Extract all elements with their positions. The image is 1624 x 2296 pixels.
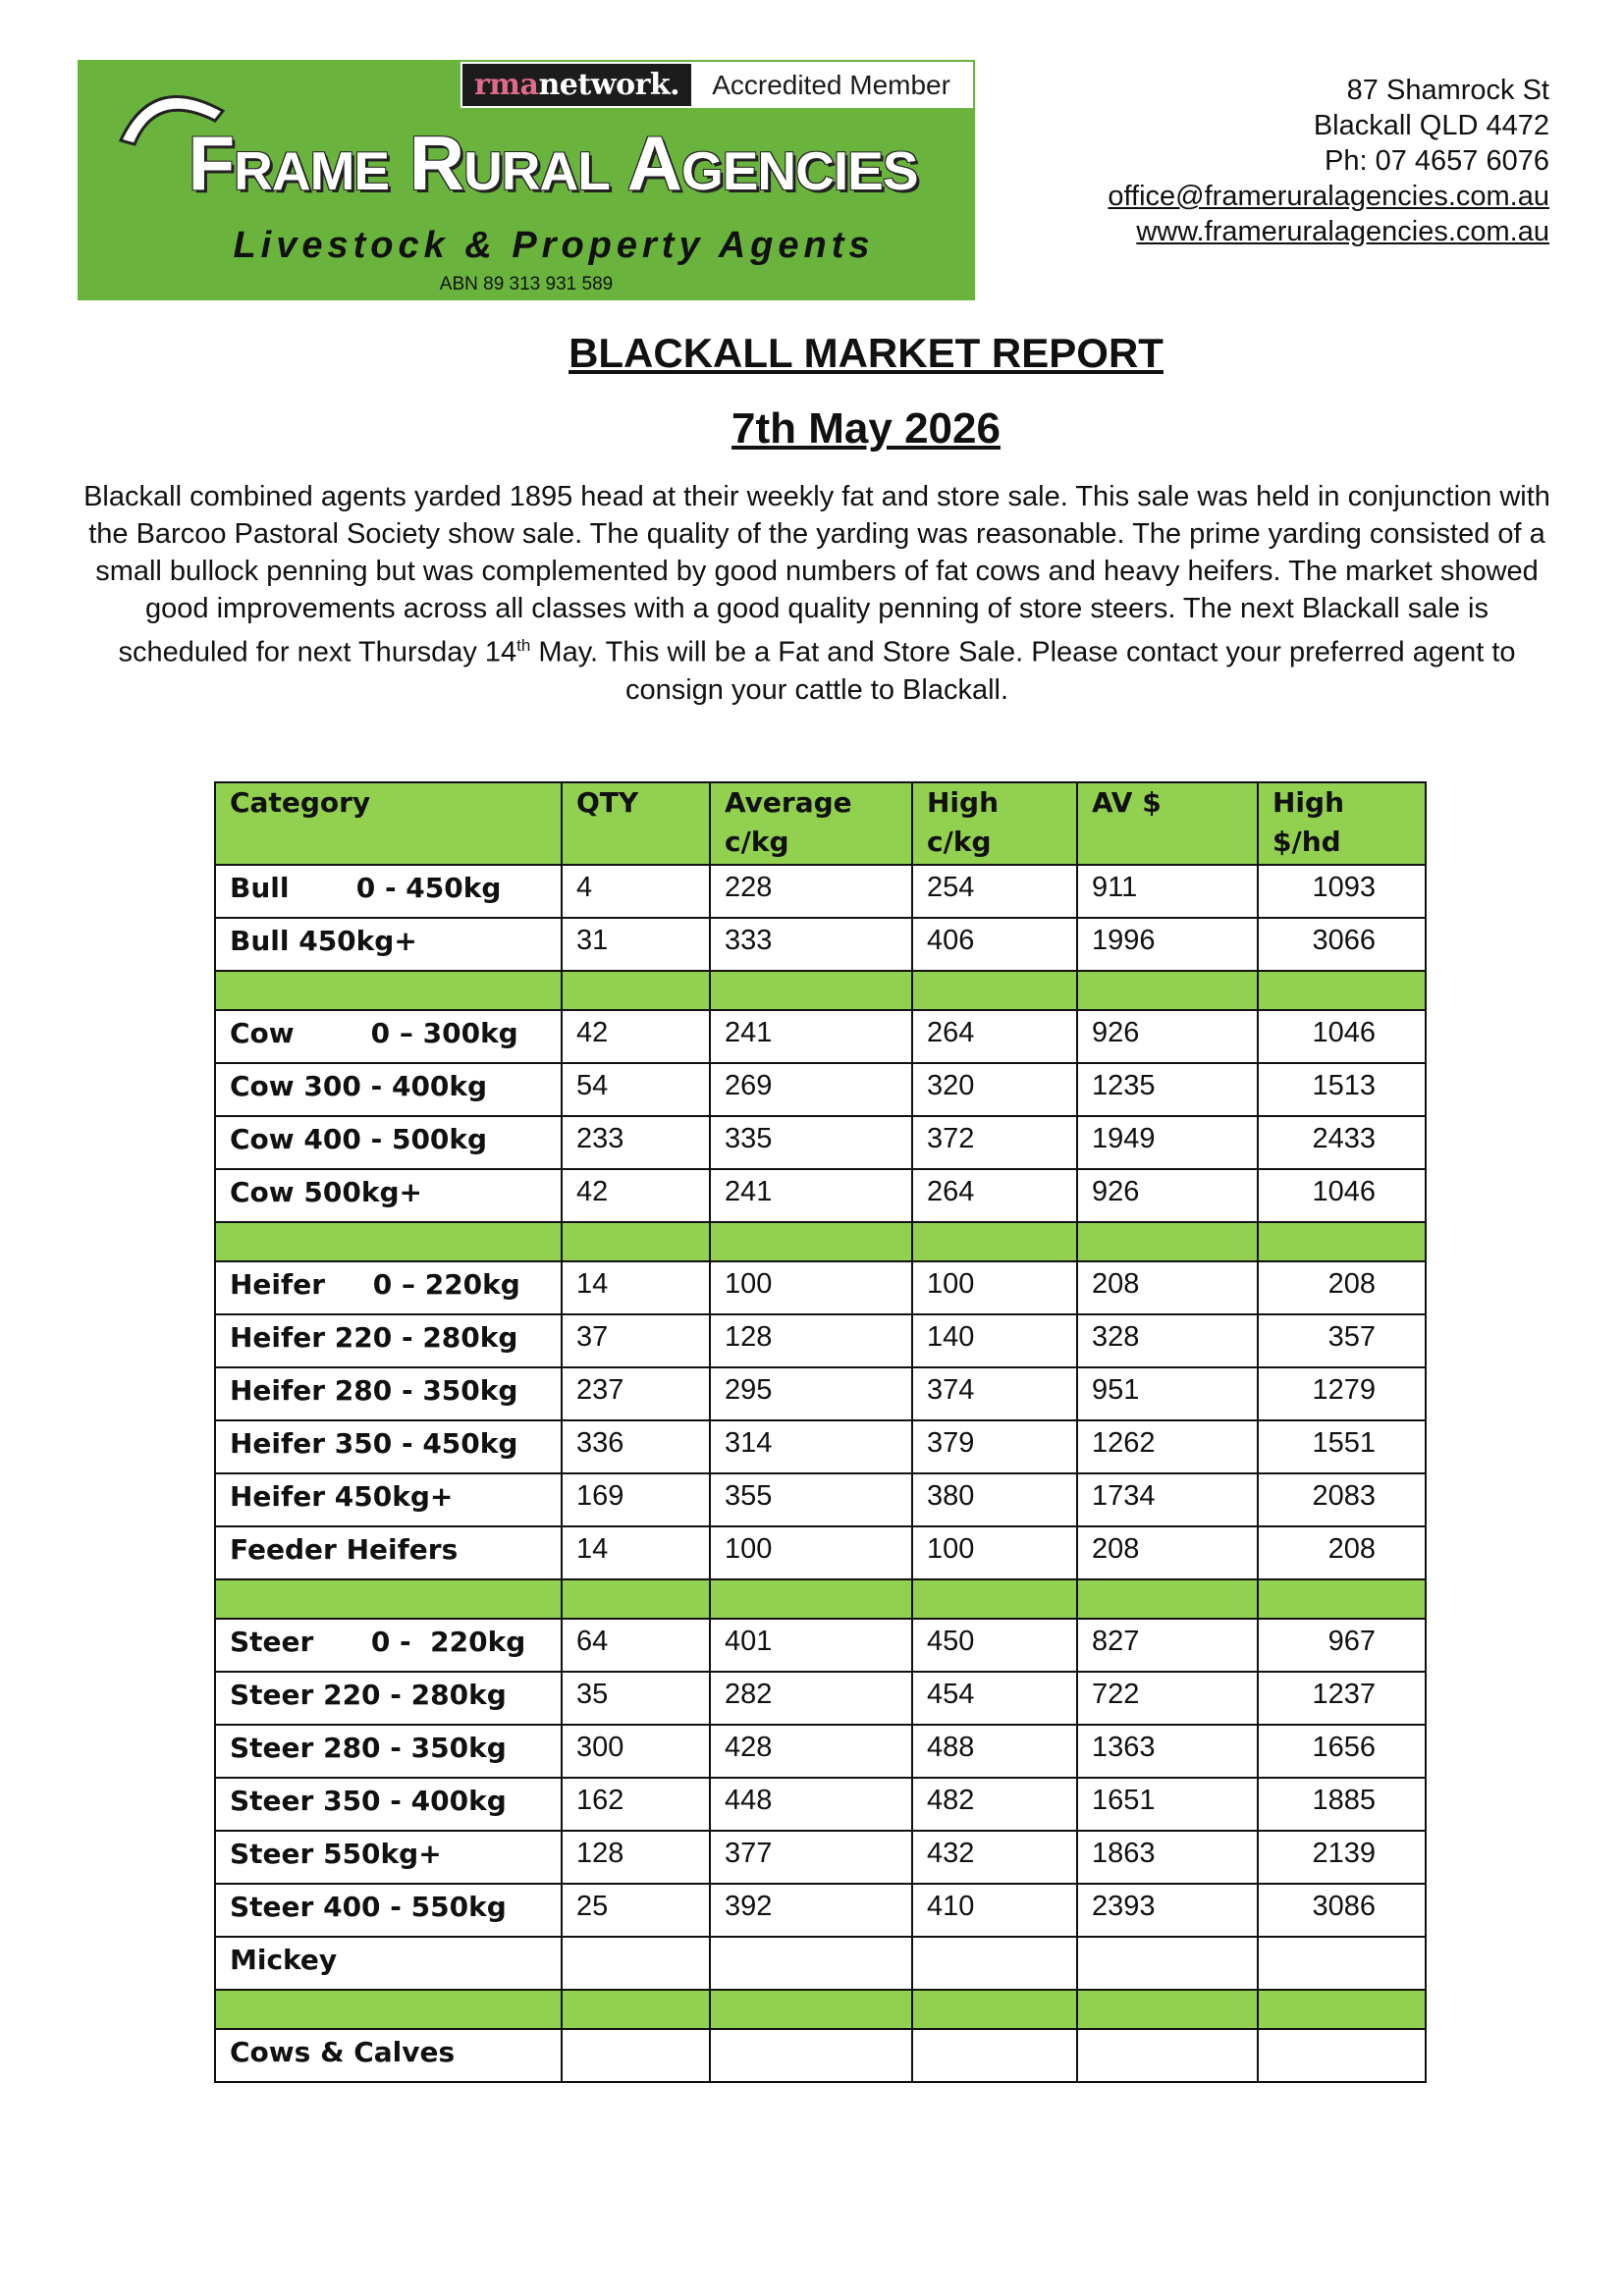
value-cell: 208 — [1077, 1526, 1258, 1579]
divider-cell — [912, 1579, 1077, 1619]
divider-cell — [710, 971, 912, 1010]
value-cell: 237 — [562, 1367, 710, 1420]
value-cell: 4 — [562, 865, 710, 918]
value-cell: 401 — [710, 1619, 912, 1672]
divider-cell — [912, 1222, 1077, 1261]
table-row — [215, 1169, 1426, 1222]
value-cell: 241 — [710, 1169, 912, 1222]
section-divider-row — [215, 1222, 1426, 1261]
value-cell: 1996 — [1077, 918, 1258, 971]
value-cell: 42 — [562, 1169, 710, 1222]
category-cell: Bull 450kg+ — [215, 918, 562, 971]
value-cell — [1258, 2029, 1426, 2082]
value-cell: 282 — [710, 1672, 912, 1725]
report-title: BLACKALL MARKET REPORT — [568, 330, 1164, 376]
value-cell: 3066 — [1258, 918, 1426, 971]
value-cell: 488 — [912, 1725, 1077, 1778]
column-header-text: QTY — [576, 786, 639, 819]
category-cell: Heifer 450kg+ — [215, 1473, 562, 1526]
category-cell: Heifer 350 - 450kg — [215, 1420, 562, 1473]
value-cell: 454 — [912, 1672, 1077, 1725]
value-cell: 300 — [562, 1725, 710, 1778]
divider-cell — [215, 971, 562, 1010]
table-row — [215, 2029, 1426, 2082]
column-header-text: Category — [230, 786, 371, 819]
value-cell: 140 — [912, 1314, 1077, 1367]
table-row — [215, 1526, 1426, 1579]
divider-cell — [1077, 1222, 1258, 1261]
value-cell — [912, 1937, 1077, 1990]
value-cell: 35 — [562, 1672, 710, 1725]
category-cell: Cow 0 – 300kg — [215, 1010, 562, 1063]
value-cell — [562, 2029, 710, 2082]
value-cell: 827 — [1077, 1619, 1258, 1672]
table-row — [215, 865, 1426, 918]
value-cell: 372 — [912, 1116, 1077, 1169]
value-cell: 2083 — [1258, 1473, 1426, 1526]
category-cell: Steer 0 - 220kg — [215, 1619, 562, 1672]
value-cell: 1262 — [1077, 1420, 1258, 1473]
contact-address — [1108, 73, 1549, 249]
value-cell: 295 — [710, 1367, 912, 1420]
divider-cell — [1077, 1990, 1258, 2029]
value-cell: 951 — [1077, 1367, 1258, 1420]
value-cell: 428 — [710, 1725, 912, 1778]
value-cell: 1093 — [1258, 865, 1426, 918]
divider-cell — [215, 1990, 562, 2029]
email-link[interactable]: office@frameruralagencies.com.au — [1108, 181, 1549, 212]
abn-number: ABN 89 313 931 589 — [439, 274, 614, 294]
table-row — [215, 1367, 1426, 1420]
value-cell: 100 — [912, 1526, 1077, 1579]
value-cell: 14 — [562, 1261, 710, 1314]
value-cell: 208 — [1258, 1526, 1426, 1579]
value-cell: 54 — [562, 1063, 710, 1116]
column-header — [562, 782, 710, 865]
value-cell: 377 — [710, 1831, 912, 1884]
table-row — [215, 1937, 1426, 1990]
value-cell: 100 — [912, 1261, 1077, 1314]
table-row — [215, 1116, 1426, 1169]
table-row — [215, 918, 1426, 971]
category-cell: Mickey — [215, 1937, 562, 1990]
value-cell: 42 — [562, 1010, 710, 1063]
section-divider-row — [215, 971, 1426, 1010]
table-row — [215, 1778, 1426, 1831]
category-cell: Steer 280 - 350kg — [215, 1725, 562, 1778]
table-row — [215, 1261, 1426, 1314]
value-cell: 722 — [1077, 1672, 1258, 1725]
value-cell: 355 — [710, 1473, 912, 1526]
value-cell: 1651 — [1077, 1778, 1258, 1831]
divider-cell — [562, 1990, 710, 2029]
value-cell: 1046 — [1258, 1010, 1426, 1063]
value-cell: 335 — [710, 1116, 912, 1169]
table-row — [215, 1884, 1426, 1937]
divider-cell — [215, 1222, 562, 1261]
divider-cell — [1077, 971, 1258, 1010]
value-cell: 357 — [1258, 1314, 1426, 1367]
divider-cell — [912, 1990, 1077, 2029]
value-cell: 162 — [562, 1778, 710, 1831]
table-row — [215, 1619, 1426, 1672]
value-cell: 1551 — [1258, 1420, 1426, 1473]
category-cell: Steer 220 - 280kg — [215, 1672, 562, 1725]
value-cell: 1237 — [1258, 1672, 1426, 1725]
value-cell: 911 — [1077, 865, 1258, 918]
report-intro — [77, 478, 1557, 709]
divider-cell — [1258, 1222, 1426, 1261]
market-table — [214, 781, 1427, 2083]
value-cell — [1258, 1937, 1426, 1990]
column-header-text: High — [1272, 786, 1345, 819]
divider-cell — [1077, 1579, 1258, 1619]
column-header-text: High — [927, 786, 1000, 819]
value-cell: 374 — [912, 1367, 1077, 1420]
value-cell: 169 — [562, 1473, 710, 1526]
divider-cell — [1258, 1579, 1426, 1619]
value-cell: 336 — [562, 1420, 710, 1473]
table-body — [215, 865, 1426, 2082]
category-cell: Steer 350 - 400kg — [215, 1778, 562, 1831]
value-cell: 208 — [1077, 1261, 1258, 1314]
value-cell: 450 — [912, 1619, 1077, 1672]
column-header — [710, 782, 912, 865]
value-cell: 2139 — [1258, 1831, 1426, 1884]
column-header-text: $/hd — [1272, 826, 1341, 858]
accredited-member-label: Accredited Member — [691, 64, 971, 106]
value-cell: 31 — [562, 918, 710, 971]
value-cell: 1235 — [1077, 1063, 1258, 1116]
value-cell: 328 — [1077, 1314, 1258, 1367]
value-cell: 2393 — [1077, 1884, 1258, 1937]
value-cell: 392 — [710, 1884, 912, 1937]
brand-name: Frame Rural Agencies — [188, 120, 918, 206]
value-cell: 1363 — [1077, 1725, 1258, 1778]
value-cell — [912, 2029, 1077, 2082]
table-row — [215, 1314, 1426, 1367]
value-cell: 482 — [912, 1778, 1077, 1831]
address-street: 87 Shamrock St — [1346, 75, 1549, 106]
value-cell: 269 — [710, 1063, 912, 1116]
value-cell — [710, 1937, 912, 1990]
rma-suffix: network. — [538, 68, 680, 102]
value-cell: 128 — [562, 1831, 710, 1884]
value-cell: 241 — [710, 1010, 912, 1063]
rma-prefix: rma — [474, 68, 539, 102]
divider-cell — [215, 1579, 562, 1619]
column-header — [1077, 782, 1258, 865]
column-header-text: c/kg — [927, 826, 992, 858]
category-cell: Cow 400 - 500kg — [215, 1116, 562, 1169]
value-cell: 1863 — [1077, 1831, 1258, 1884]
value-cell — [562, 1937, 710, 1990]
category-cell: Cow 500kg+ — [215, 1169, 562, 1222]
value-cell — [1077, 2029, 1258, 2082]
address-phone: Ph: 07 4657 6076 — [1325, 145, 1549, 177]
category-cell: Cows & Calves — [215, 2029, 562, 2082]
report-date: 7th May 2026 — [731, 404, 1001, 453]
divider-cell — [710, 1222, 912, 1261]
divider-cell — [710, 1990, 912, 2029]
divider-cell — [710, 1579, 912, 1619]
category-cell: Steer 550kg+ — [215, 1831, 562, 1884]
value-cell: 967 — [1258, 1619, 1426, 1672]
category-cell: Bull 0 - 450kg — [215, 865, 562, 918]
value-cell: 264 — [912, 1010, 1077, 1063]
divider-cell — [1258, 1990, 1426, 2029]
category-cell: Cow 300 - 400kg — [215, 1063, 562, 1116]
value-cell: 410 — [912, 1884, 1077, 1937]
section-divider-row — [215, 1579, 1426, 1619]
table-row — [215, 1063, 1426, 1116]
value-cell: 100 — [710, 1261, 912, 1314]
value-cell: 233 — [562, 1116, 710, 1169]
brand-tagline: Livestock & Property Agents — [233, 225, 875, 266]
value-cell: 448 — [710, 1778, 912, 1831]
category-cell: Heifer 0 – 220kg — [215, 1261, 562, 1314]
table-row — [215, 1010, 1426, 1063]
value-cell: 1046 — [1258, 1169, 1426, 1222]
value-cell: 379 — [912, 1420, 1077, 1473]
table-row — [215, 1672, 1426, 1725]
value-cell — [1077, 1937, 1258, 1990]
value-cell: 333 — [710, 918, 912, 971]
value-cell: 380 — [912, 1473, 1077, 1526]
rma-network-label — [462, 64, 691, 106]
column-header — [912, 782, 1077, 865]
category-cell: Heifer 220 - 280kg — [215, 1314, 562, 1367]
table-header-row — [215, 782, 1426, 865]
divider-cell — [912, 971, 1077, 1010]
divider-cell — [1258, 971, 1426, 1010]
column-header-text: Average — [725, 786, 852, 819]
company-logo — [78, 60, 975, 300]
value-cell: 1279 — [1258, 1367, 1426, 1420]
value-cell: 1734 — [1077, 1473, 1258, 1526]
value-cell: 100 — [710, 1526, 912, 1579]
value-cell: 3086 — [1258, 1884, 1426, 1937]
column-header-text: c/kg — [725, 826, 789, 858]
value-cell: 320 — [912, 1063, 1077, 1116]
value-cell: 926 — [1077, 1010, 1258, 1063]
intro-part1: Blackall combined agents yarded 1895 head at their weekly fat and store sale. This sale was held in conjunction with the Barcoo Pastoral Society show sale. The quality of the yarding was reasonable. The prime yarding consisted of a small bullock penning but was complemented by good numbers of fat cows and heavy heifers. The market showed good improvements across all classes with a good quality penning of store steers. The next Blackall sale is scheduled for next Thursday 14 — [83, 481, 1550, 668]
divider-cell — [562, 1579, 710, 1619]
value-cell: 128 — [710, 1314, 912, 1367]
value-cell: 14 — [562, 1526, 710, 1579]
column-header — [215, 782, 562, 865]
value-cell: 406 — [912, 918, 1077, 971]
value-cell: 25 — [562, 1884, 710, 1937]
value-cell: 264 — [912, 1169, 1077, 1222]
column-header — [1258, 782, 1426, 865]
table-row — [215, 1473, 1426, 1526]
value-cell: 1513 — [1258, 1063, 1426, 1116]
category-cell: Heifer 280 - 350kg — [215, 1367, 562, 1420]
divider-cell — [562, 971, 710, 1010]
address-town: Blackall QLD 4472 — [1313, 110, 1549, 141]
value-cell: 208 — [1258, 1261, 1426, 1314]
rma-network-badge — [460, 62, 973, 108]
table-row — [215, 1831, 1426, 1884]
value-cell: 1885 — [1258, 1778, 1426, 1831]
table-row — [215, 1725, 1426, 1778]
value-cell: 37 — [562, 1314, 710, 1367]
website-link[interactable]: www.frameruralagencies.com.au — [1136, 216, 1549, 247]
value-cell: 2433 — [1258, 1116, 1426, 1169]
value-cell: 254 — [912, 865, 1077, 918]
value-cell: 314 — [710, 1420, 912, 1473]
value-cell: 64 — [562, 1619, 710, 1672]
table-row — [215, 1420, 1426, 1473]
value-cell — [710, 2029, 912, 2082]
section-divider-row — [215, 1990, 1426, 2029]
value-cell: 1949 — [1077, 1116, 1258, 1169]
intro-superscript: th — [516, 636, 531, 655]
value-cell: 228 — [710, 865, 912, 918]
category-cell: Feeder Heifers — [215, 1526, 562, 1579]
value-cell: 1656 — [1258, 1725, 1426, 1778]
divider-cell — [562, 1222, 710, 1261]
column-header-text: AV $ — [1092, 786, 1162, 819]
value-cell: 926 — [1077, 1169, 1258, 1222]
category-cell: Steer 400 - 550kg — [215, 1884, 562, 1937]
value-cell: 432 — [912, 1831, 1077, 1884]
intro-part2: May. This will be a Fat and Store Sale. Please contact your preferred agent to consign your cattle to Blackall. — [530, 636, 1516, 706]
